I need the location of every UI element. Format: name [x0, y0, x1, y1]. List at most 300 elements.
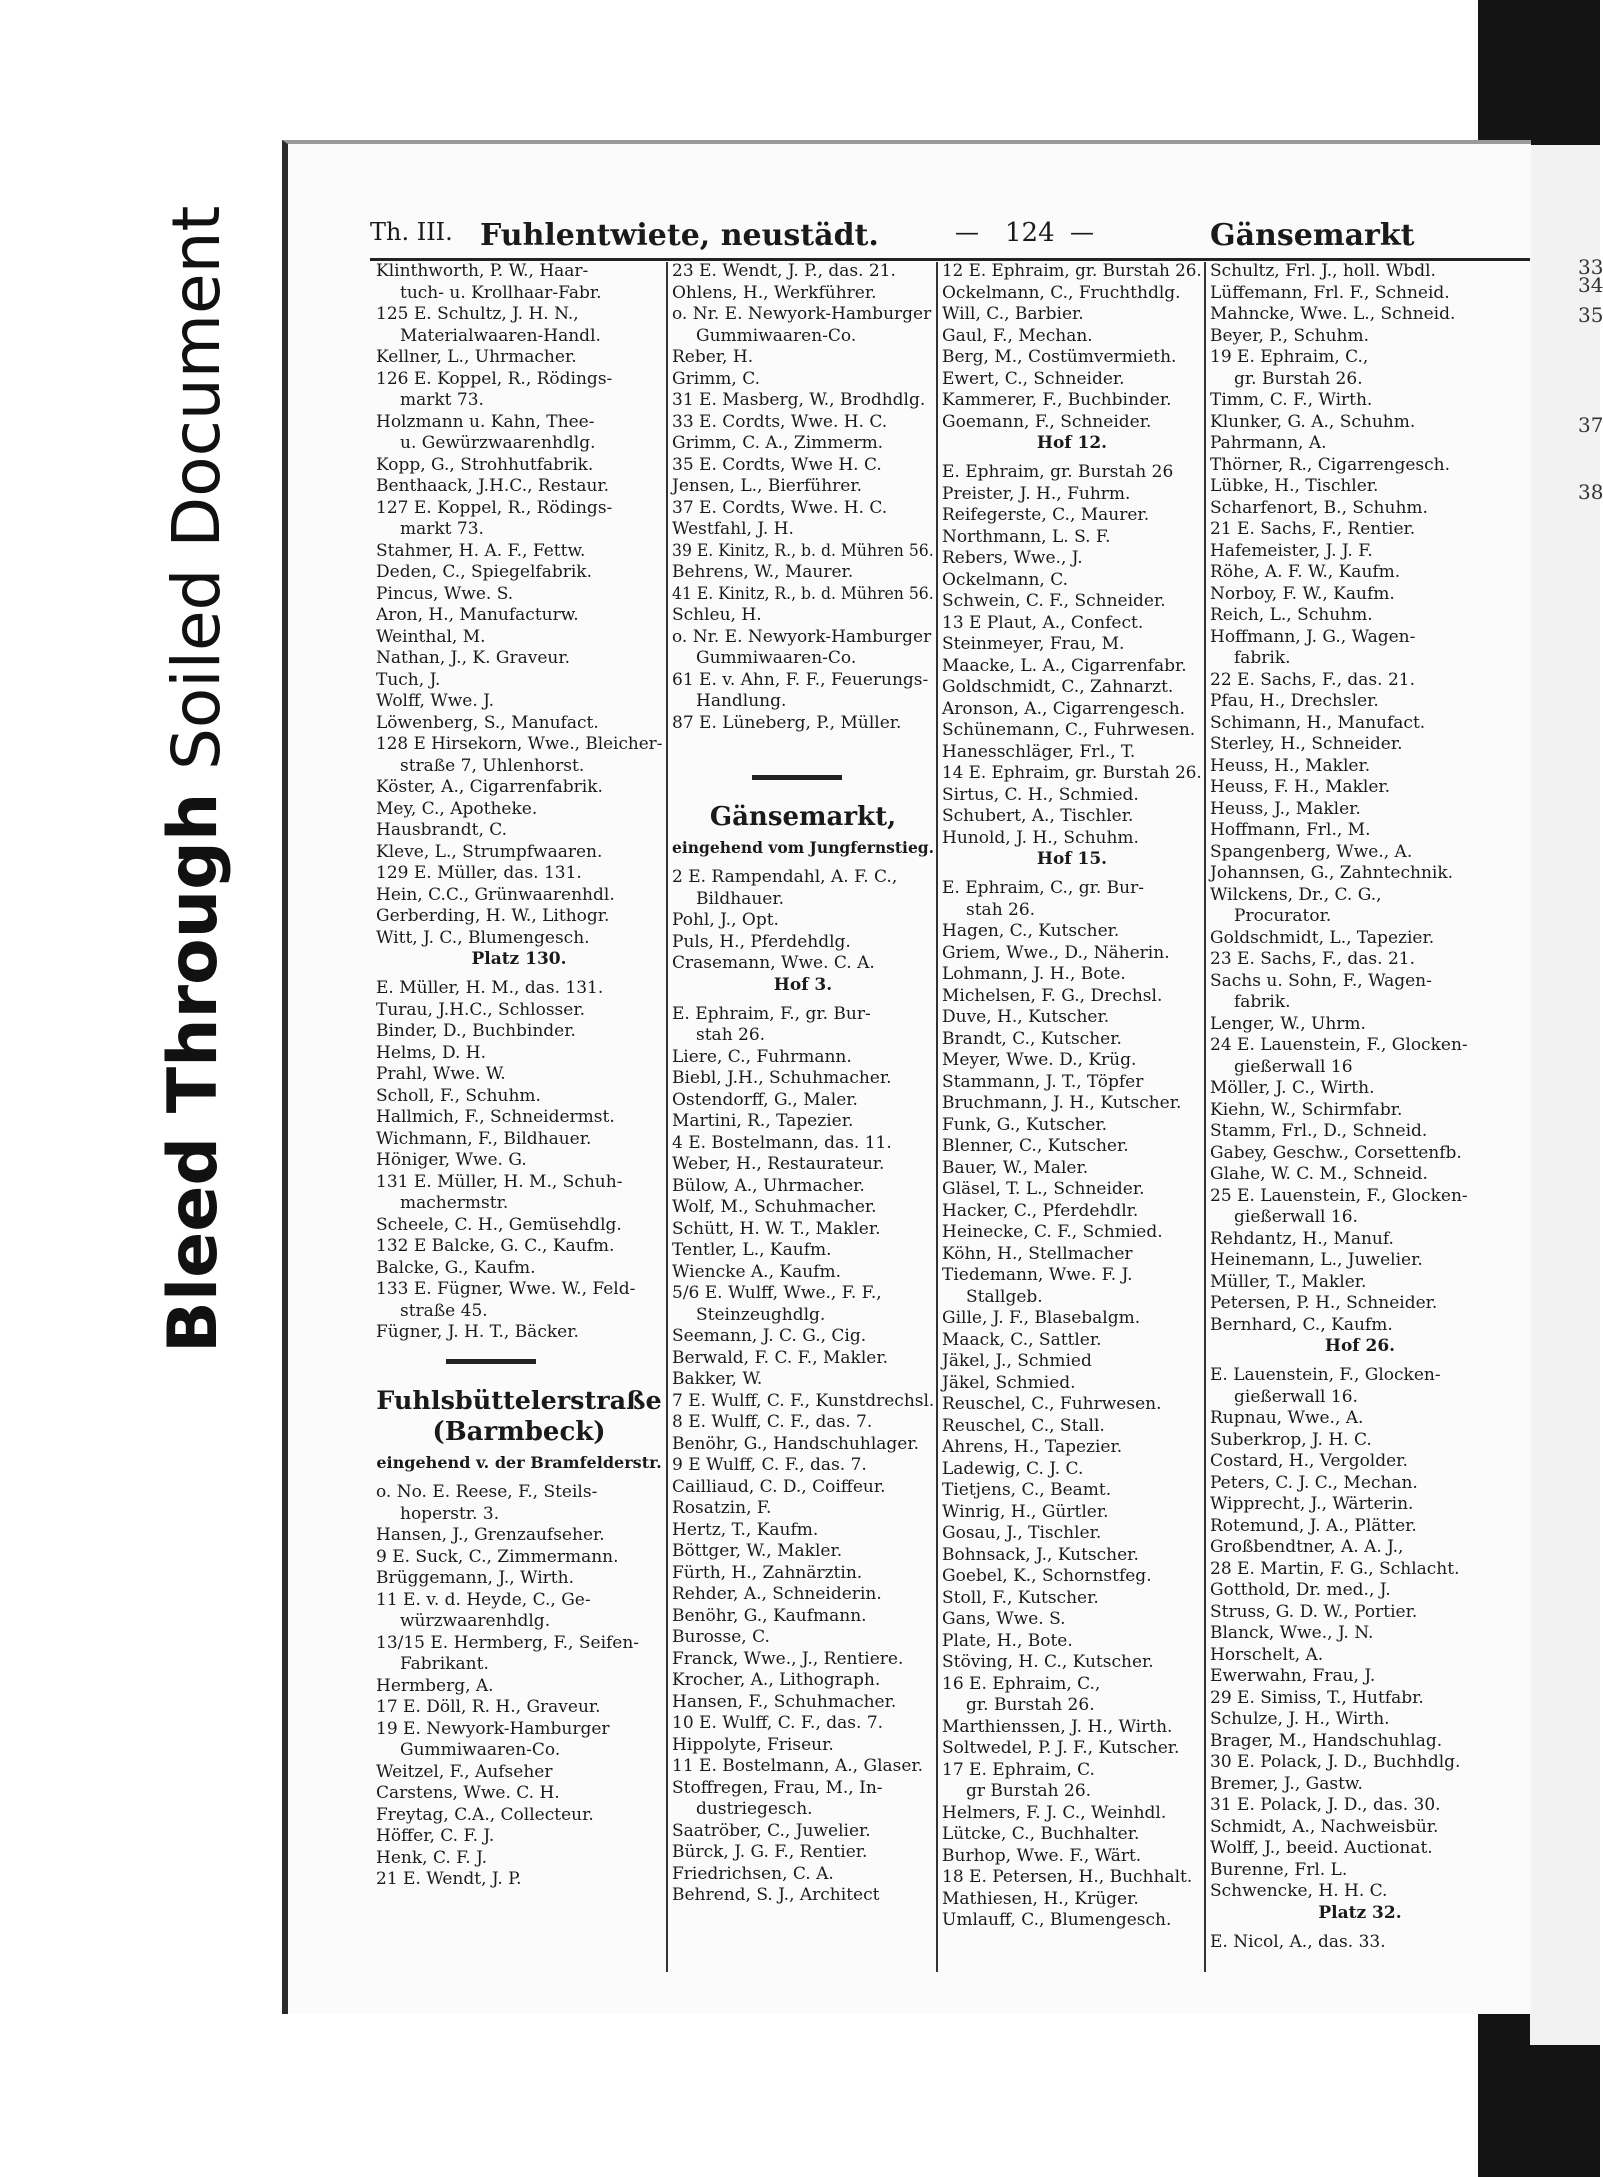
directory-entry: 21 E. Wendt, J. P.: [376, 1869, 522, 1890]
header-dash-left: —: [955, 218, 979, 246]
directory-entry: E. Lauenstein, F., Glocken-: [1210, 1365, 1441, 1386]
directory-entry: Schwencke, H. H. C.: [1210, 1881, 1388, 1902]
directory-entry: Sirtus, C. H., Schmied.: [942, 784, 1139, 805]
adjacent-page-number: 38: [1578, 480, 1603, 504]
directory-entry: Biebl, J.H., Schuhmacher.: [672, 1068, 892, 1089]
directory-entry: Hoffmann, J. G., Wagen-: [1210, 626, 1416, 647]
adjacent-page-number: 37: [1578, 413, 1603, 437]
directory-entry-continuation: gr. Burstah 26.: [966, 1695, 1095, 1716]
directory-entry-continuation: gr. Burstah 26.: [1234, 368, 1363, 389]
directory-entry: Binder, D., Buchbinder.: [376, 1021, 576, 1042]
directory-entry: Heuss, H., Makler.: [1210, 755, 1371, 776]
header-street-title: Fuhlentwiete, neustädt.: [480, 218, 879, 253]
directory-entry: Müller, T., Makler.: [1210, 1271, 1367, 1292]
directory-entry: Kellner, L., Uhrmacher.: [376, 347, 577, 367]
directory-entry: o. No. E. Reese, F., Steils-: [376, 1482, 598, 1503]
directory-entry: Stammann, J. T., Töpfer: [942, 1071, 1144, 1092]
directory-entry: Jäkel, J., Schmied: [942, 1351, 1092, 1372]
directory-entry: 9 E. Suck, C., Zimmermann.: [376, 1546, 619, 1567]
directory-entry: Hoffmann, Frl., M.: [1210, 820, 1371, 840]
directory-entry: 8 E. Wulff, C. F., das. 7.: [672, 1412, 873, 1433]
directory-entry: 5/6 E. Wulff, Wwe., F. F.,: [672, 1283, 882, 1304]
directory-entry: Spangenberg, Wwe., A.: [1210, 841, 1413, 862]
directory-entry: Ockelmann, C.: [942, 569, 1069, 590]
directory-entry: Holzmann u. Kahn, Thee-: [376, 411, 595, 432]
directory-entry: Stamm, Frl., D., Schneid.: [1210, 1121, 1428, 1141]
adjacent-page-number: 35: [1578, 303, 1603, 327]
directory-entry: Tentler, L., Kaufm.: [672, 1240, 832, 1261]
directory-entry-continuation: Fabrikant.: [400, 1654, 489, 1675]
directory-entry: 29 E. Simiss, T., Hutfabr.: [1210, 1687, 1424, 1708]
directory-entry: Blanck, Wwe., J. N.: [1210, 1623, 1374, 1644]
directory-entry: 11 E. v. d. Heyde, C., Ge-: [376, 1589, 591, 1610]
directory-entry: Scholl, F., Schuhm.: [376, 1085, 541, 1106]
directory-entry: Möller, J. C., Wirth.: [1210, 1078, 1375, 1098]
directory-entry: Brüggemann, J., Wirth.: [376, 1568, 574, 1589]
directory-entry: Heinemann, L., Juwelier.: [1210, 1250, 1423, 1270]
directory-entry: 132 E Balcke, G. C., Kaufm.: [376, 1236, 615, 1257]
directory-entry: Hertz, T., Kaufm.: [672, 1519, 819, 1540]
directory-entry: Tuch, J.: [376, 669, 441, 690]
column-rule-2: [936, 262, 938, 1972]
directory-entry: Ahrens, H., Tapezier.: [942, 1437, 1123, 1458]
directory-entry: 16 E. Ephraim, C.,: [942, 1673, 1101, 1694]
directory-entry: 126 E. Koppel, R., Rödings-: [376, 368, 613, 389]
directory-entry: Helms, D. H.: [376, 1042, 487, 1063]
directory-entry: 11 E. Bostelmann, A., Glaser.: [672, 1756, 924, 1777]
directory-entry: Böttger, W., Makler.: [672, 1541, 843, 1562]
directory-entry: E. Nicol, A., das. 33.: [1210, 1931, 1386, 1952]
directory-entry: Schimann, H., Manufact.: [1210, 712, 1426, 733]
section-separator: [446, 1359, 536, 1364]
directory-page: [282, 140, 1531, 2014]
directory-entry: 31 E. Masberg, W., Brodhdlg.: [672, 390, 926, 410]
directory-entry: Johannsen, G., Zahntechnik.: [1210, 863, 1454, 883]
directory-entry: Thörner, R., Cigarrengesch.: [1210, 454, 1451, 475]
directory-entry: Bülow, A., Uhrmacher.: [672, 1175, 865, 1196]
directory-entry: Bremer, J., Gastw.: [1210, 1773, 1363, 1794]
directory-entry: Hein, C.C., Grünwaarenhdl.: [376, 884, 615, 905]
directory-entry: 128 E Hirsekorn, Wwe., Bleicher-: [376, 734, 663, 754]
directory-entry: Brandt, C., Kutscher.: [942, 1028, 1122, 1049]
directory-entry: Ewerwahn, Frau, J.: [1210, 1666, 1376, 1687]
directory-entry: o. Nr. E. Newyork-Hamburger: [672, 626, 932, 647]
directory-entry: Stöving, H. C., Kutscher.: [942, 1652, 1154, 1673]
section-subheading: Platz 32.: [1318, 1902, 1402, 1923]
directory-entry: Benthaack, J.H.C., Restaur.: [376, 476, 610, 496]
directory-entry: Weinthal, M.: [376, 626, 486, 647]
directory-entry: Röhe, A. F. W., Kaufm.: [1210, 562, 1401, 582]
directory-entry: Gabey, Geschw., Corsettenfb.: [1210, 1142, 1462, 1163]
directory-entry: 61 E. v. Ahn, F. F., Feuerungs-: [672, 669, 929, 690]
directory-entry: Wiencke A., Kaufm.: [672, 1261, 841, 1282]
column-rule-1: [666, 262, 668, 1972]
directory-entry: 25 E. Lauenstein, F., Glocken-: [1210, 1185, 1468, 1206]
directory-entry: 33 E. Cordts, Wwe. H. C.: [672, 411, 888, 432]
directory-entry: Witt, J. C., Blumengesch.: [376, 927, 590, 948]
directory-entry: Aron, H., Manufacturw.: [376, 605, 579, 625]
directory-entry: Reber, H.: [672, 347, 754, 367]
directory-entry: Fügner, J. H. T., Bäcker.: [376, 1322, 579, 1343]
page-number: 124: [1005, 218, 1055, 248]
directory-entry-continuation: Gummiwaaren-Co.: [400, 1740, 561, 1761]
directory-entry: Grimm, C. A., Zimmerm.: [672, 433, 884, 453]
directory-entry: Maack, C., Sattler.: [942, 1329, 1102, 1350]
section-subheading: Hof 3.: [773, 974, 833, 995]
directory-entry: Lohmann, J. H., Bote.: [942, 964, 1126, 985]
directory-entry: Höniger, Wwe. G.: [376, 1150, 527, 1171]
directory-entry: Michelsen, F. G., Drechsl.: [942, 985, 1163, 1006]
directory-entry: Sachs u. Sohn, F., Wagen-: [1210, 970, 1432, 991]
directory-entry: 24 E. Lauenstein, F., Glocken-: [1210, 1035, 1468, 1055]
directory-entry: Wolf, M., Schuhmacher.: [672, 1197, 877, 1218]
directory-entry: 9 E Wulff, C. F., das. 7.: [672, 1455, 867, 1476]
directory-entry: 23 E. Sachs, F., das. 21.: [1210, 949, 1415, 969]
directory-entry: Hanesschläger, Frl., T.: [942, 741, 1136, 762]
section-subheading: Hof 12.: [1036, 433, 1108, 453]
directory-entry: Freytag, C.A., Collecteur.: [376, 1804, 594, 1825]
directory-entry: E. Müller, H. M., das. 131.: [376, 978, 604, 999]
directory-entry: Crasemann, Wwe. C. A.: [672, 953, 875, 974]
directory-entry: Gosau, J., Tischler.: [942, 1523, 1102, 1544]
directory-entry: Blenner, C., Kutscher.: [942, 1136, 1129, 1157]
directory-entry-continuation: hoperstr. 3.: [400, 1503, 500, 1524]
directory-entry: Reuschel, C., Stall.: [942, 1415, 1105, 1436]
bleed-through-label-box: [130, 792, 242, 1368]
directory-entry: Griem, Wwe., D., Näherin.: [942, 942, 1170, 963]
directory-entry: Löwenberg, S., Manufact.: [376, 712, 599, 733]
directory-entry: Beyer, P., Schuhm.: [1210, 325, 1370, 346]
directory-entry-continuation: dustriegesch.: [696, 1799, 813, 1820]
directory-entry: Fürth, H., Zahnärztin.: [672, 1562, 863, 1583]
directory-entry: Plate, H., Bote.: [942, 1630, 1073, 1651]
directory-entry: Rosatzin, F.: [672, 1498, 772, 1519]
directory-entry: Burosse, C.: [672, 1627, 770, 1648]
page-header: [370, 212, 1540, 256]
directory-entry: Maacke, L. A., Cigarrenfabr.: [942, 655, 1187, 676]
directory-entry: Goldschmidt, C., Zahnarzt.: [942, 677, 1174, 698]
section-subheading: Hof 26.: [1324, 1336, 1396, 1356]
directory-entry: Wolff, Wwe. J.: [376, 691, 495, 711]
directory-entry: Lütcke, C., Buchhalter.: [942, 1824, 1140, 1845]
directory-entry: Soltwedel, P. J. F., Kutscher.: [942, 1738, 1180, 1759]
directory-entry-continuation: gießerwall 16.: [1234, 1207, 1358, 1227]
directory-entry: Wolff, J., beeid. Auctionat.: [1210, 1838, 1433, 1859]
directory-entry-continuation: tuch- u. Krollhaar-Fabr.: [400, 282, 602, 303]
section-separator: [752, 775, 842, 780]
directory-entry: 12 E. Ephraim, gr. Burstah 26.: [942, 261, 1202, 281]
directory-entry: Benöhr, G., Kaufmann.: [672, 1605, 867, 1626]
directory-entry: E. Ephraim, gr. Burstah 26: [942, 462, 1174, 483]
directory-entry: Bernhard, C., Kaufm.: [1210, 1314, 1393, 1335]
directory-entry: Hagen, C., Kutscher.: [942, 921, 1120, 942]
directory-entry-continuation: u. Gewürzwaarenhdlg.: [400, 433, 596, 453]
directory-entry-continuation: straße 45.: [400, 1300, 488, 1321]
directory-entry: Heinecke, C. F., Schmied.: [942, 1222, 1163, 1243]
directory-entry-continuation: fabrik.: [1234, 648, 1291, 668]
directory-entry: Friedrichsen, C. A.: [672, 1863, 834, 1884]
directory-entry: 2 E. Rampendahl, A. F. C.,: [672, 867, 898, 888]
directory-entry: Goemann, F., Schneider.: [942, 411, 1152, 432]
directory-entry-continuation: fabrik.: [1234, 992, 1291, 1012]
directory-entry: Franck, Wwe., J., Rentiere.: [672, 1648, 904, 1669]
directory-entry: Meyer, Wwe. D., Krüg.: [942, 1050, 1137, 1071]
directory-entry-continuation: Procurator.: [1234, 906, 1332, 926]
directory-entry-continuation: Steinzeughdlg.: [696, 1304, 826, 1325]
header-right-title: Gänsemarkt: [1210, 218, 1415, 253]
directory-entry: 30 E. Polack, J. D., Buchhdlg.: [1210, 1752, 1461, 1773]
directory-entry: Schütt, H. W. T., Makler.: [672, 1218, 881, 1239]
directory-entry: Kammerer, F., Buchbinder.: [942, 390, 1172, 410]
directory-entry: 7 E. Wulff, C. F., Kunstdrechsl.: [672, 1390, 935, 1411]
directory-entry: 18 E. Petersen, H., Buchhalt.: [942, 1867, 1193, 1888]
directory-entry: Costard, H., Vergolder.: [1210, 1451, 1408, 1472]
directory-entry: Turau, J.H.C., Schlosser.: [376, 999, 586, 1020]
directory-entry: 19 E. Ephraim, C.,: [1210, 347, 1369, 367]
directory-entry: 14 E. Ephraim, gr. Burstah 26.: [942, 763, 1202, 784]
directory-entry: Petersen, P. H., Schneider.: [1210, 1293, 1438, 1313]
directory-entry: Bakker, W.: [672, 1369, 763, 1390]
directory-entry: 21 E. Sachs, F., Rentier.: [1210, 519, 1416, 539]
directory-entry: Lüffemann, Frl. F., Schneid.: [1210, 282, 1450, 303]
section-subheading: Platz 130.: [471, 949, 567, 969]
directory-entry: Kiehn, W., Schirmfabr.: [1210, 1099, 1403, 1120]
directory-entry: Marthienssen, J. H., Wirth.: [942, 1716, 1173, 1737]
directory-entry: 17 E. Ephraim, C.: [942, 1759, 1095, 1780]
directory-entry: Pohl, J., Opt.: [672, 910, 779, 931]
directory-entry: 39 E. Kinitz, R., b. d. Mühren 56.: [672, 540, 934, 561]
directory-entry-continuation: gr Burstah 26.: [966, 1781, 1092, 1802]
directory-entry-continuation: Handlung.: [696, 691, 787, 711]
directory-entry: Hacker, C., Pferdehdlr.: [942, 1200, 1139, 1221]
directory-entry: Behrend, S. J., Architect: [672, 1885, 880, 1906]
directory-entry: Hermberg, A.: [376, 1675, 494, 1696]
directory-entry: Klunker, G. A., Schuhm.: [1210, 411, 1416, 432]
directory-entry: 28 E. Martin, F. G., Schlacht.: [1210, 1558, 1460, 1579]
directory-entry-continuation: Gummiwaaren-Co.: [696, 325, 857, 346]
directory-entry: Hansen, F., Schuhmacher.: [672, 1691, 897, 1712]
directory-entry: Struss, G. D. W., Portier.: [1210, 1601, 1418, 1622]
directory-entry: Burenne, Frl. L.: [1210, 1859, 1348, 1880]
directory-entry: Ockelmann, C., Fruchthdlg.: [942, 282, 1181, 303]
street-heading: (Barmbeck): [432, 1417, 606, 1447]
directory-entry: Will, C., Barbier.: [942, 304, 1084, 324]
directory-entry: Weber, H., Restaurateur.: [672, 1154, 885, 1175]
directory-entry: Kopp, G., Strohhutfabrik.: [376, 454, 594, 475]
directory-entry-continuation: Stallgeb.: [966, 1286, 1043, 1307]
directory-entry-continuation: Bildhauer.: [696, 888, 785, 909]
directory-entry: 41 E. Kinitz, R., b. d. Mühren 56.: [672, 583, 934, 604]
header-dash-right: —: [1070, 218, 1094, 246]
column-rule-3: [1204, 262, 1206, 1972]
directory-entry: Hallmich, F., Schneidermst.: [376, 1107, 615, 1128]
directory-entry: Weitzel, F., Aufseher: [376, 1761, 553, 1782]
directory-entry: Stahmer, H. A. F., Fettw.: [376, 540, 586, 561]
directory-entry: Schultz, Frl. J., holl. Wbdl.: [1210, 261, 1436, 281]
directory-entry: 31 E. Polack, J. D., das. 30.: [1210, 1795, 1441, 1816]
directory-entry: Suberkrop, J. H. C.: [1210, 1429, 1372, 1450]
soiled-document-label: Soiled Document: [158, 205, 235, 770]
directory-entry: Hansen, J., Grenzaufseher.: [376, 1525, 605, 1546]
header-section: Th. III.: [370, 218, 453, 246]
directory-entry: Benöhr, G., Handschuhlager.: [672, 1433, 919, 1454]
directory-entry: 23 E. Wendt, J. P., das. 21.: [672, 261, 896, 281]
directory-entry-continuation: markt 73.: [400, 519, 484, 539]
directory-entry: 17 E. Döll, R. H., Graveur.: [376, 1697, 601, 1718]
directory-entry: Brager, M., Handschuhlag.: [1210, 1730, 1443, 1751]
directory-entry: 37 E. Cordts, Wwe. H. C.: [672, 497, 888, 518]
directory-entry: Reuschel, C., Fuhrwesen.: [942, 1394, 1162, 1415]
street-heading: Fuhlsbüttelerstraße: [376, 1385, 662, 1416]
directory-entry: Bürck, J. G. F., Rentier.: [672, 1842, 868, 1863]
directory-entry: Stoll, F., Kutscher.: [942, 1587, 1099, 1608]
section-subheading: Hof 15.: [1036, 849, 1108, 870]
directory-entry: E. Ephraim, C., gr. Bur-: [942, 878, 1144, 899]
directory-entry: Bauer, W., Maler.: [942, 1157, 1089, 1178]
directory-entry: Rehdantz, H., Manuf.: [1210, 1228, 1394, 1249]
directory-entry: Köhn, H., Stellmacher: [942, 1243, 1133, 1264]
directory-entry: Balcke, G., Kaufm.: [376, 1257, 536, 1278]
adjacent-page-edge: [1530, 145, 1603, 2045]
directory-entry: 35 E. Cordts, Wwe H. C.: [672, 454, 882, 475]
directory-entry: Saatröber, C., Juwelier.: [672, 1820, 871, 1841]
directory-entry: Grimm, C.: [672, 368, 760, 389]
directory-entry: 129 E. Müller, das. 131.: [376, 863, 582, 883]
directory-entry: Rehder, A., Schneiderin.: [672, 1584, 882, 1605]
directory-entry-continuation: machermstr.: [400, 1193, 509, 1214]
directory-entry: Höffer, C. F. J.: [376, 1826, 495, 1847]
directory-entry: Cailliaud, C. D., Coiffeur.: [672, 1476, 886, 1497]
directory-entry: Scheele, C. H., Gemüsehdlg.: [376, 1214, 622, 1235]
directory-entry: Glahe, W. C. M., Schneid.: [1210, 1164, 1428, 1184]
directory-entry: Umlauff, C., Blumengesch.: [942, 1910, 1172, 1931]
directory-entry: Pahrmann, A.: [1210, 433, 1327, 453]
directory-entry: 131 E. Müller, H. M., Schuh-: [376, 1171, 623, 1192]
directory-entry: Ewert, C., Schneider.: [942, 368, 1125, 389]
directory-entry: 127 E. Koppel, R., Rödings-: [376, 497, 613, 518]
directory-entry: 13 E Plaut, A., Confect.: [942, 612, 1144, 633]
directory-entry: Goebel, K., Schornstfeg.: [942, 1566, 1152, 1587]
directory-entry: 87 E. Lüneberg, P., Müller.: [672, 712, 902, 733]
directory-entry: Burhop, Wwe. F., Wärt.: [942, 1845, 1142, 1866]
directory-entry: Wichmann, F., Bildhauer.: [376, 1128, 592, 1149]
directory-entry: Prahl, Wwe. W.: [376, 1064, 506, 1085]
directory-entry: Kleve, L., Strumpfwaaren.: [376, 841, 603, 862]
directory-entry: Hausbrandt, C.: [376, 820, 508, 840]
directory-entry: Bruchmann, J. H., Kutscher.: [942, 1093, 1182, 1114]
directory-entry: Peters, C. J. C., Mechan.: [1210, 1472, 1418, 1493]
directory-entry-continuation: Gummiwaaren-Co.: [696, 648, 857, 668]
directory-entry: Scharfenort, B., Schuhm.: [1210, 497, 1428, 518]
directory-entry: Schünemann, C., Fuhrwesen.: [942, 720, 1196, 741]
directory-entry: Gerberding, H. W., Lithogr.: [376, 906, 610, 926]
directory-entry: Gille, J. F., Blasebalgm.: [942, 1308, 1141, 1329]
adjacent-page-number: 33: [1578, 255, 1603, 279]
directory-entry: Seemann, J. C. G., Cig.: [672, 1326, 867, 1347]
directory-entry: Heuss, F. H., Makler.: [1210, 777, 1391, 797]
directory-entry: Gotthold, Dr. med., J.: [1210, 1580, 1391, 1601]
directory-entry: Mahncke, Wwe. L., Schneid.: [1210, 304, 1456, 324]
directory-entry: Liere, C., Fuhrmann.: [672, 1046, 852, 1067]
directory-entry: Aronson, A., Cigarrengesch.: [942, 698, 1186, 719]
directory-entry: Berwald, F. C. F., Makler.: [672, 1347, 889, 1368]
directory-entry-continuation: gießerwall 16: [1234, 1056, 1353, 1077]
directory-entry: Krocher, A., Lithograph.: [672, 1670, 881, 1691]
directory-entry: Bohnsack, J., Kutscher.: [942, 1544, 1139, 1565]
directory-entry: Tiedemann, Wwe. F. J.: [942, 1265, 1133, 1286]
directory-entry: Wipprecht, J., Wärterin.: [1210, 1494, 1414, 1515]
directory-entry: Winrig, H., Gürtler.: [942, 1501, 1109, 1522]
directory-entry: Großbendtner, A. A. J.,: [1210, 1537, 1404, 1558]
directory-entry: Reich, L., Schuhm.: [1210, 605, 1373, 625]
directory-entry: Rotemund, J. A., Plätter.: [1210, 1515, 1417, 1536]
directory-entry: Hippolyte, Friseur.: [672, 1734, 834, 1755]
directory-entry: Pincus, Wwe. S.: [376, 583, 514, 604]
directory-entry: Nathan, J., K. Graveur.: [376, 648, 571, 668]
directory-entry: Goldschmidt, L., Tapezier.: [1210, 927, 1435, 948]
directory-entry: Puls, H., Pferdehdlg.: [672, 931, 851, 952]
directory-entry-continuation: stah 26.: [696, 1025, 766, 1046]
directory-entry: Henk, C. F. J.: [376, 1847, 488, 1868]
directory-entry: 10 E. Wulff, C. F., das. 7.: [672, 1713, 884, 1734]
directory-entry: Steinmeyer, Frau, M.: [942, 634, 1125, 655]
soiled-document-label-box: [130, 180, 242, 790]
directory-entry: Northmann, L. S. F.: [942, 526, 1111, 547]
directory-entry: Ohlens, H., Werkführer.: [672, 282, 877, 303]
directory-entry: 125 E. Schultz, J. H. N.,: [376, 304, 579, 324]
directory-entry: Mathiesen, H., Krüger.: [942, 1888, 1139, 1909]
directory-entry: Westfahl, J. H.: [672, 519, 794, 539]
directory-entry: Ostendorff, G., Maler.: [672, 1089, 858, 1110]
directory-entry: Jensen, L., Bierführer.: [672, 476, 863, 496]
directory-entry: Schulze, J. H., Wirth.: [1210, 1709, 1390, 1730]
directory-entry: Tietjens, C., Beamt.: [942, 1480, 1112, 1501]
directory-entry: Martini, R., Tapezier.: [672, 1111, 854, 1132]
directory-entry: Preister, J. H., Fuhrm.: [942, 483, 1131, 504]
directory-entry-continuation: straße 7, Uhlenhorst.: [400, 755, 585, 776]
directory-entry: Deden, C., Spiegelfabrik.: [376, 562, 592, 582]
bleed-through-label: Bleed Through: [154, 792, 233, 1353]
directory-entry: Hunold, J. H., Schuhm.: [942, 827, 1139, 848]
directory-entry: Hafemeister, J. J. F.: [1210, 540, 1373, 561]
directory-entry: Norboy, F. W., Kaufm.: [1210, 583, 1395, 604]
directory-entry: Heuss, J., Makler.: [1210, 798, 1361, 819]
directory-entry: Gans, Wwe. S.: [942, 1609, 1066, 1630]
directory-entry: Gaul, F., Mechan.: [942, 325, 1093, 346]
directory-entry: 133 E. Fügner, Wwe. W., Feld-: [376, 1279, 636, 1300]
directory-entry: Berg, M., Costümvermieth.: [942, 347, 1177, 367]
directory-entry: Schubert, A., Tischler.: [942, 806, 1134, 827]
directory-entry: Sterley, H., Schneider.: [1210, 734, 1403, 754]
directory-entry: Stoffregen, Frau, M., In-: [672, 1777, 883, 1798]
directory-entry: Köster, A., Cigarrenfabrik.: [376, 777, 603, 797]
directory-entry-continuation: würzwaarenhdlg.: [400, 1611, 551, 1632]
directory-entry: Pfau, H., Drechsler.: [1210, 691, 1379, 711]
directory-entry: Helmers, F. J. C., Weinhdl.: [942, 1802, 1167, 1823]
directory-entry: 4 E. Bostelmann, das. 11.: [672, 1132, 892, 1153]
directory-entry-continuation: markt 73.: [400, 390, 484, 410]
directory-entry: Timm, C. F., Wirth.: [1210, 390, 1373, 410]
directory-entry: Mey, C., Apotheke.: [376, 798, 538, 819]
directory-entry: o. Nr. E. Newyork-Hamburger: [672, 304, 932, 324]
directory-entry: Schwein, C. F., Schneider.: [942, 591, 1166, 612]
adjacent-page-number: 34: [1578, 273, 1603, 297]
directory-entry-continuation: gießerwall 16.: [1234, 1386, 1358, 1407]
directory-entry: Funk, G., Kutscher.: [942, 1114, 1108, 1135]
section-subheading: eingehend v. der Bramfelderstr.: [376, 1453, 662, 1473]
directory-entry: 19 E. Newyork-Hamburger: [376, 1718, 610, 1739]
directory-entry: 13/15 E. Hermberg, F., Seifen-: [376, 1632, 640, 1653]
